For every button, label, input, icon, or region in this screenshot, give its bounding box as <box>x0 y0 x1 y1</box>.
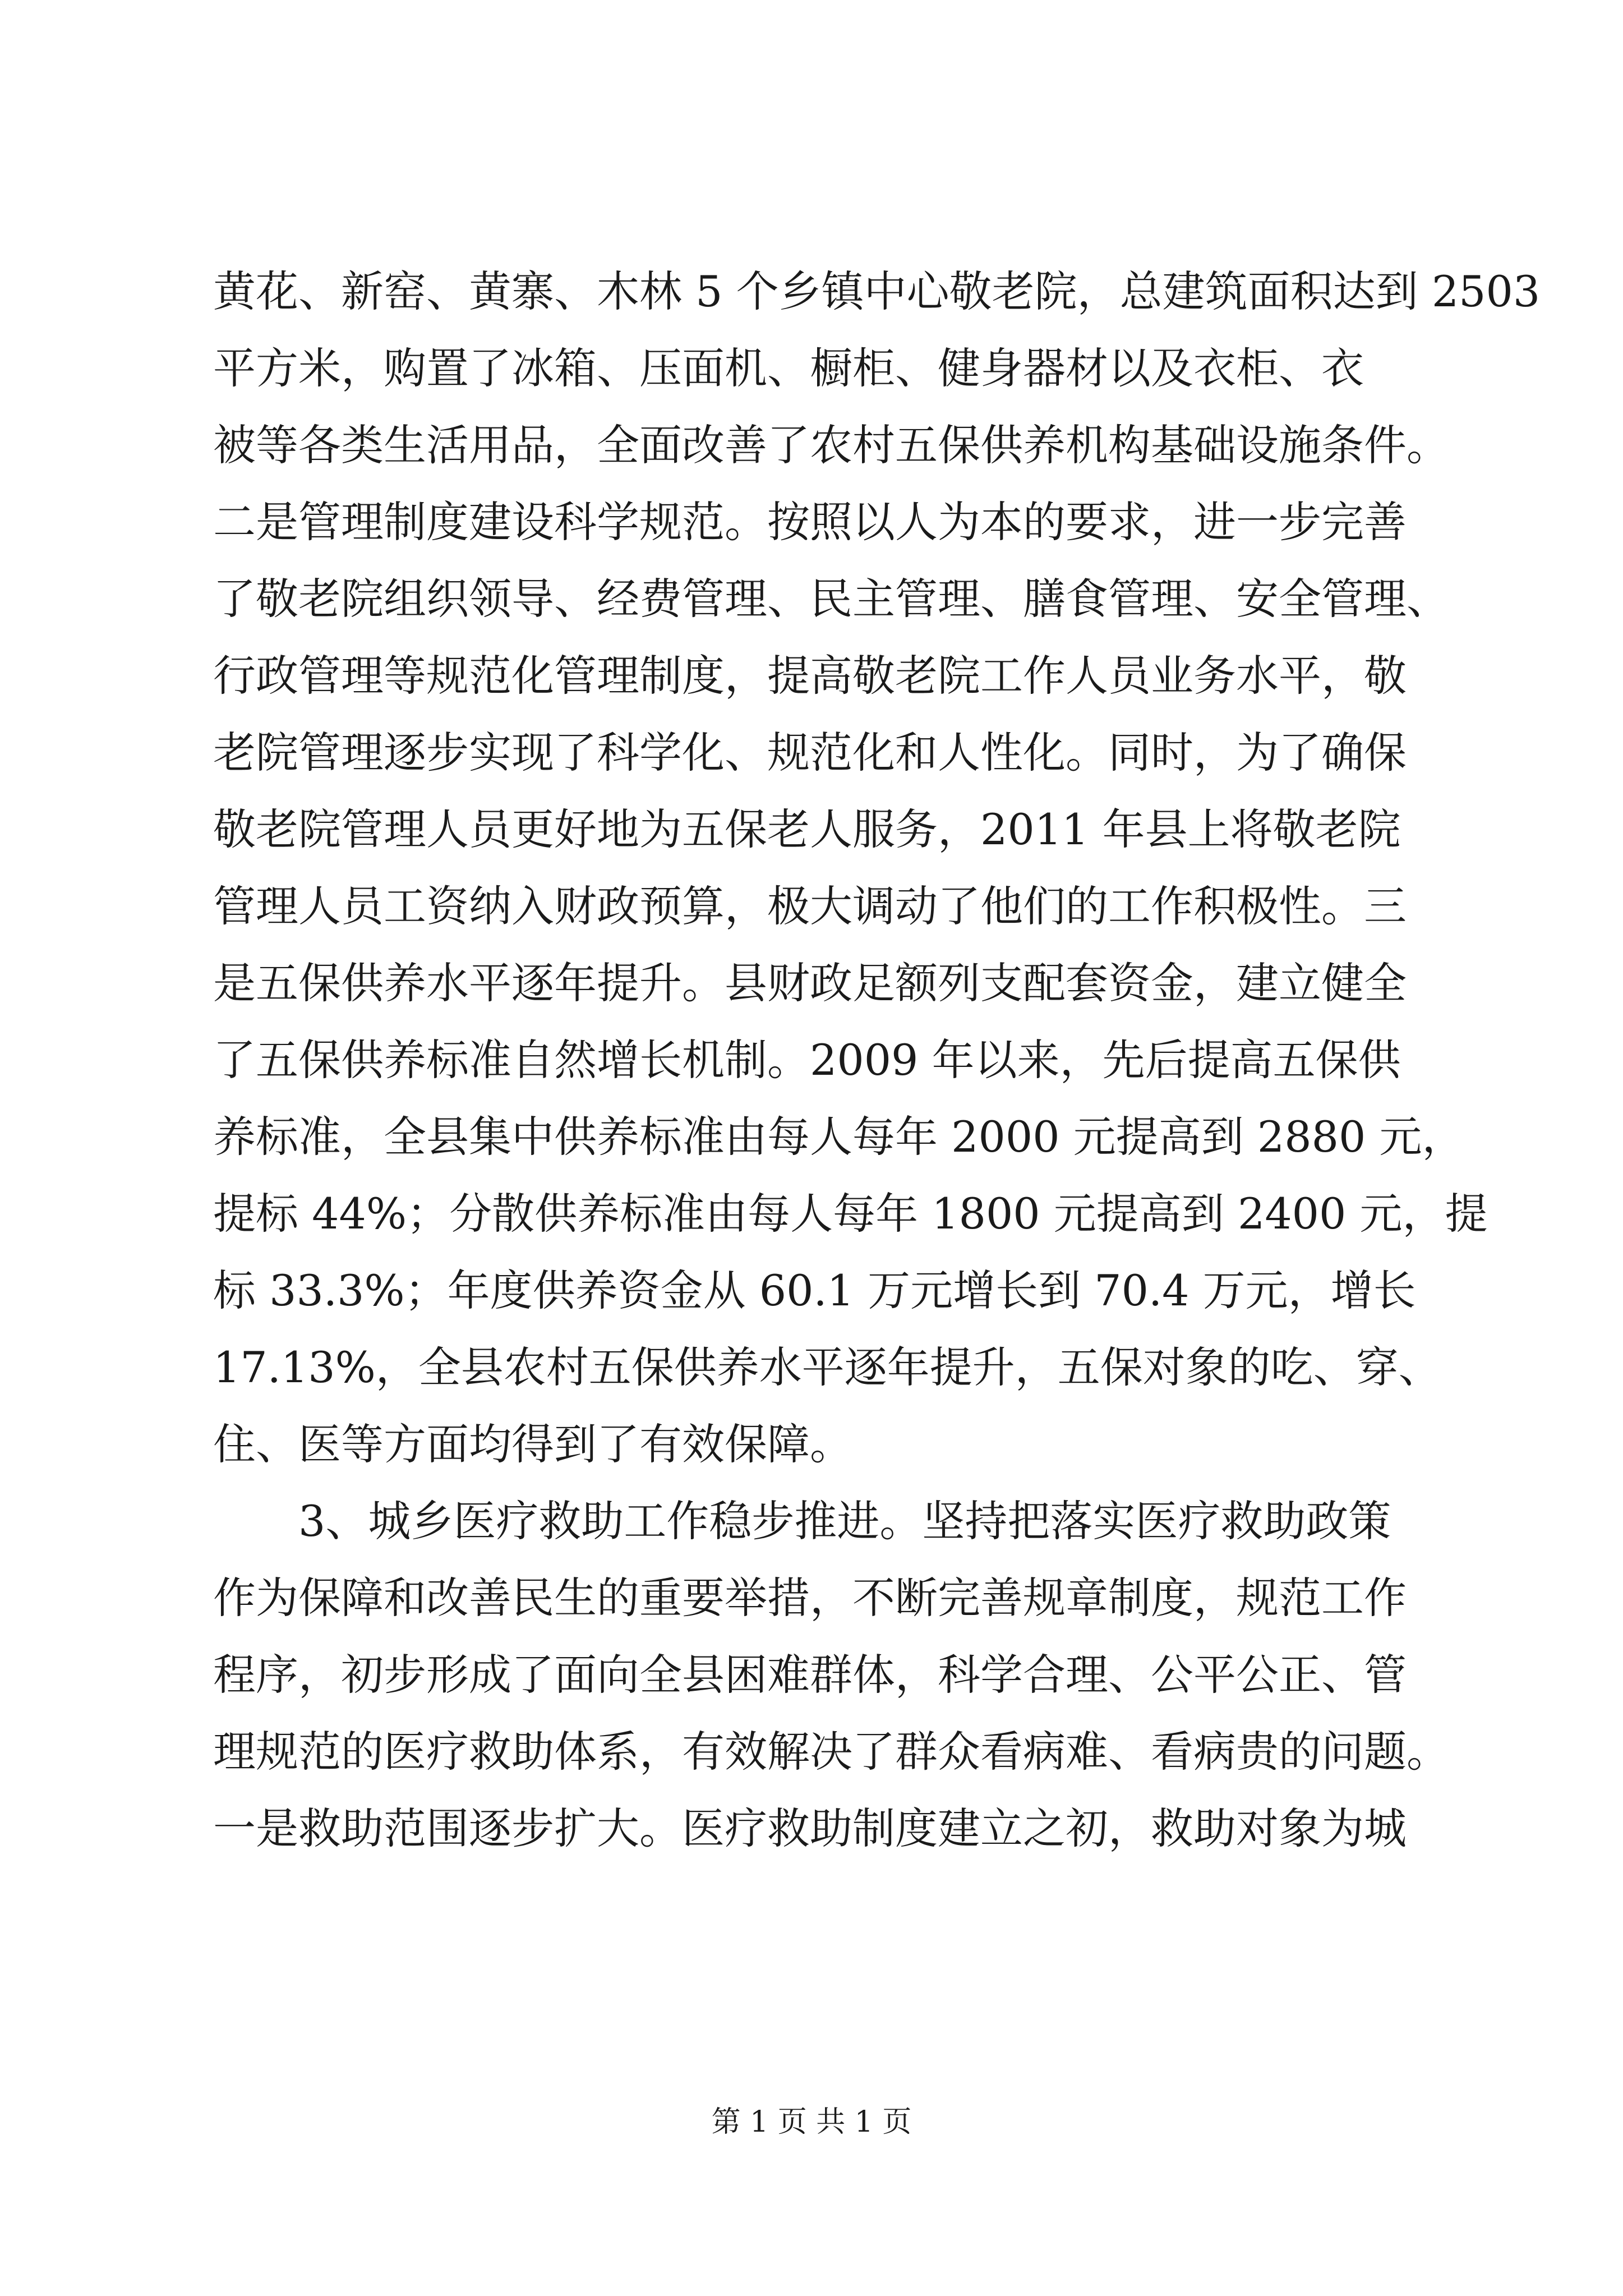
text-line: 作为保障和改善民生的重要举措，不断完善规章制度，规范工作 <box>213 1573 1407 1623</box>
text-line: 标 33.3%；年度供养资金从 60.1 万元增长到 70.4 万元，增长 <box>213 1266 1416 1315</box>
page-footer: 第 1 页 共 1 页 <box>711 2105 912 2139</box>
text-line: 敬老院管理人员更好地为五保老人服务，2011 年县上将敬老院 <box>213 804 1401 854</box>
text-line: 二是管理制度建设科学规范。按照以人为本的要求，进一步完善 <box>213 497 1407 547</box>
text-line: 17.13%，全县农村五保供养水平逐年提升，五保对象的吃、穿、 <box>213 1342 1441 1392</box>
text-line: 养标准，全县集中供养标准由每人每年 2000 元提高到 2880 元， <box>213 1112 1465 1162</box>
text-line: 管理人员工资纳入财政预算，极大调动了他们的工作积极性。三 <box>213 881 1407 931</box>
text-line: 是五保供养水平逐年提升。县财政足额列支配套资金，建立健全 <box>213 958 1407 1008</box>
text-line: 被等各类生活用品，全面改善了农村五保供养机构基础设施条件。 <box>213 420 1449 470</box>
text-line: 一是救助范围逐步扩大。医疗救助制度建立之初，救助对象为城 <box>213 1803 1407 1853</box>
text-line: 平方米，购置了冰箱、压面机、橱柜、健身器材以及衣柜、衣 <box>213 343 1364 393</box>
text-line: 老院管理逐步实现了科学化、规范化和人性化。同时，为了确保 <box>213 728 1407 777</box>
paragraph-start-line: 3、城乡医疗救助工作稳步推进。坚持把落实医疗救助政策 <box>298 1496 1391 1546</box>
text-line: 住、医等方面均得到了有效保障。 <box>213 1419 852 1469</box>
text-line: 了敬老院组织领导、经费管理、民主管理、膳食管理、安全管理、 <box>213 574 1449 624</box>
text-line: 黄花、新窑、黄寨、木林 5 个乡镇中心敬老院，总建筑面积达到 2503 <box>213 266 1541 316</box>
text-line: 理规范的医疗救助体系，有效解决了群众看病难、看病贵的问题。 <box>213 1727 1449 1777</box>
text-line: 程序，初步形成了面向全县困难群体，科学合理、公平公正、管 <box>213 1650 1407 1700</box>
text-line: 提标 44%；分散供养标准由每人每年 1800 元提高到 2400 元，提 <box>213 1189 1488 1239</box>
text-line: 了五保供养标准自然增长机制。2009 年以来，先后提高五保供 <box>213 1035 1401 1085</box>
text-line: 行政管理等规范化管理制度，提高敬老院工作人员业务水平，敬 <box>213 651 1407 701</box>
